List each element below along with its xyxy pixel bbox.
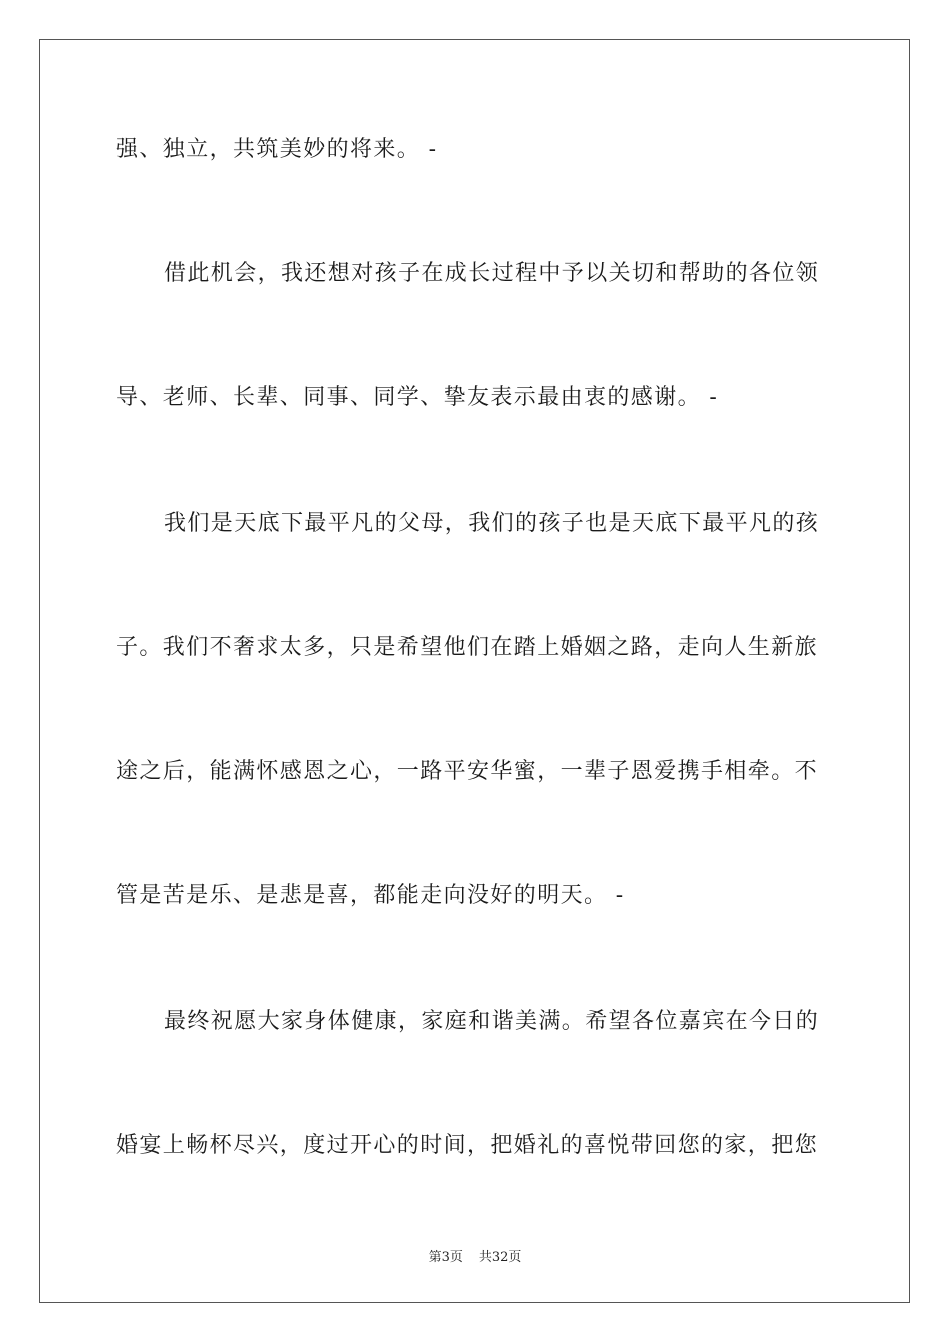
- page-number: 第3页: [428, 1250, 463, 1265]
- text-line-2: 借此机会，我还想对孩子在成长过程中予以关切和帮助的各位领: [164, 261, 820, 286]
- text-line-1: 强、独立，共筑美妙的将来。 -: [116, 137, 438, 162]
- page-border: [39, 39, 910, 1303]
- text-line-6: 途之后，能满怀感恩之心，一路平安华蜜，一辈子恩爱携手相牵。不: [116, 759, 819, 784]
- text-line-9: 婚宴上畅杯尽兴，度过开心的时间，把婚礼的喜悦带回您的家，把您: [116, 1133, 819, 1158]
- text-line-8: 最终祝愿大家身体健康，家庭和谐美满。希望各位嘉宾在今日的: [164, 1009, 820, 1034]
- page-total: 共32页: [478, 1250, 522, 1265]
- page-footer: [0, 1249, 950, 1267]
- text-line-7: 管是苦是乐、是悲是喜，都能走向没好的明天。 -: [116, 883, 625, 908]
- text-line-4: 我们是天底下最平凡的父母，我们的孩子也是天底下最平凡的孩: [164, 511, 820, 536]
- text-line-3: 导、老师、长辈、同事、同学、挚友表示最由衷的感谢。 -: [116, 385, 719, 410]
- text-line-5: 子。我们不奢求太多，只是希望他们在踏上婚姻之路，走向人生新旅: [116, 635, 819, 660]
